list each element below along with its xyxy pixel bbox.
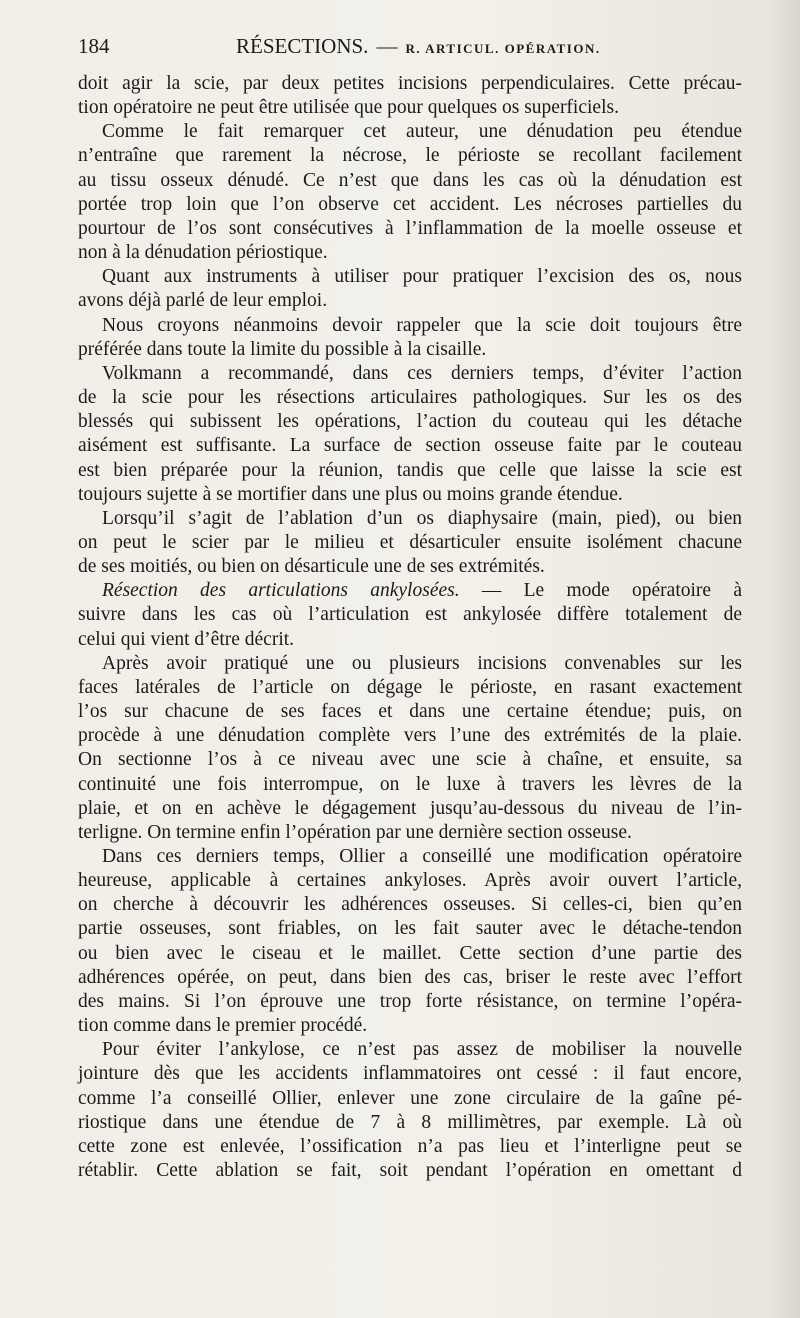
text-line [78,507,742,531]
text-line [78,1087,742,1111]
line-text: Lorsqu’il s’agit de l’ablation d’un os diaphysaire (main, pied), ou bien [102,507,742,529]
line-text: blessés qui subissent les opérations, l’action du couteau qui les détache [78,411,742,433]
text-line [78,410,742,434]
text-line [78,917,742,941]
text-line [78,773,742,797]
line-text: Après avoir pratiqué une ou plusieurs incisions convenables sur les [102,652,742,674]
running-head-separator: — [376,34,398,58]
line-text: riostique dans une étendue de 7 à 8 millimètres, par exemple. Là où [78,1111,742,1133]
text-line [78,1062,742,1086]
paragraph [78,845,742,1038]
page-number: 184 [78,34,110,58]
text-line [78,96,742,120]
line-text: pourtour de l’os sont consécutives à l’inflammation de la moelle osseuse et [78,217,742,239]
line-text: au tissu osseux dénudé. Ce n’est que dans les cas où la dénudation est [78,169,742,191]
text-line [78,1014,742,1038]
text-line [78,144,742,168]
text-line [78,700,742,724]
line-text: jointure dès que les accidents inflammatoires ont cessé : il faut encore, [78,1063,742,1085]
line-text: aisément est suffisante. La surface de section osseuse faite par le couteau [78,435,742,457]
text-line [78,893,742,917]
line-text: préférée dans toute la limite du possible à la cisaille. [78,338,487,360]
text-line [78,459,742,483]
line-text: cette zone est enlevée, l’ossification n’a pas lieu et l’interligne peut se [78,1135,742,1157]
text-line [78,628,742,652]
line-text: terligne. On termine enfin l’opération par une dernière section osseuse. [78,821,632,843]
line-text: adhérences opérée, on peut, dans bien des cas, briser le reste avec l’effort [78,966,742,988]
text-line [78,386,742,410]
text-line [78,338,742,362]
line-text: procède à une dénudation complète vers l’une des extrémités de la plaie. [78,725,742,747]
paragraph [78,314,742,362]
line-text: tion comme dans le premier procédé. [78,1015,368,1037]
text-line [78,966,742,990]
line-text: Nous croyons néanmoins devoir rappeler que la scie doit toujours être [102,314,742,336]
paragraph [78,120,742,265]
text-line [78,169,742,193]
line-text: heureuse, applicable à certaines ankyloses. Après avoir ouvert l’article, [78,870,742,892]
text-line [78,434,742,458]
line-text: partie osseuses, sont friables, on les fait sauter avec le détache-tendon [78,918,742,940]
text-line [78,72,742,96]
line-text: toujours sujette à se mortifier dans une plus ou moins grande étendue. [78,483,623,505]
line-text: on peut le scier par le milieu et désarticuler ensuite isolément chacune [78,531,742,553]
text-line [78,362,742,386]
line-text: l’os sur chacune de ses faces et dans une certaine étendue; puis, on [78,701,742,723]
running-head [236,34,601,59]
text-line [78,869,742,893]
line-text: continuité une fois interrompue, on le luxe à travers les lèvres de la [78,773,742,795]
text-line [78,990,742,1014]
text-line [78,120,742,144]
text-line [78,1111,742,1135]
text-line [78,241,742,265]
text-line [78,289,742,313]
line-text: plaie, et on en achève le dégagement jusqu’au-dessous du niveau de l’in- [78,797,742,819]
line-text: de la scie pour les résections articulaires pathologiques. Sur les os des [78,387,742,409]
line-text: Pour éviter l’ankylose, ce n’est pas assez de mobiliser la nouvelle [102,1039,742,1061]
text-line [78,821,742,845]
text-line [78,1038,742,1062]
line-text: Quant aux instruments à utiliser pour pratiquer l’excision des os, nous [102,266,742,288]
line-text: tion opératoire ne peut être utilisée que pour quelques os superficiels. [78,97,619,119]
line-text: — Le mode opératoire à [459,580,742,602]
text-line [78,724,742,748]
paragraph [78,507,742,579]
text-line [78,555,742,579]
line-text: faces latérales de l’article on dégage le périoste, en rasant exactement [78,676,742,698]
text-line [78,942,742,966]
line-text: On sectionne l’os à ce niveau avec une scie à chaîne, et ensuite, sa [78,749,742,771]
line-text: comme l’a conseillé Ollier, enlever une zone circulaire de la gaîne pé- [78,1087,742,1109]
text-line [78,579,742,603]
line-text: Comme le fait remarquer cet auteur, une dénudation peu étendue [102,121,742,143]
paragraph [78,265,742,313]
text-line [78,193,742,217]
line-text: suivre dans les cas où l’articulation est ankylosée diffère totalement de [78,604,742,626]
text-line [78,1159,742,1183]
line-text: rétablir. Cette ablation se fait, soit pendant l’opération en omettant d [78,1160,742,1182]
text-line [78,314,742,338]
text-line [78,603,742,627]
page-header [78,34,740,64]
line-text: de ses moitiés, ou bien on désarticule une de ses extrémités. [78,556,545,578]
text-line [78,483,742,507]
line-text: des mains. Si l’on éprouve une trop forte résistance, on termine l’opéra- [78,990,742,1012]
line-text: non à la dénudation périostique. [78,242,328,264]
section-heading-italic: Résection des articulations ankylosées. [102,580,460,602]
line-text: on cherche à découvrir les adhérences osseuses. Si celles-ci, bien qu’en [78,894,742,916]
line-text: Dans ces derniers temps, Ollier a conseillé une modification opératoire [102,846,742,867]
line-text: est bien préparée pour la réunion, tandis que celle que laisse la scie est [78,459,742,481]
text-line [78,797,742,821]
text-line [78,1135,742,1159]
line-text: doit agir la scie, par deux petites incisions perpendiculaires. Cette précau- [78,73,742,94]
running-head-subtitle: R. ARTICUL. OPÉRATION. [405,41,601,56]
line-text: n’entraîne que rarement la nécrose, le périoste se recollant facilement [78,145,742,167]
text-line [78,748,742,772]
line-text: ou bien avec le ciseau et le maillet. Cette section d’une partie des [78,942,742,964]
body-text [78,72,742,1183]
paragraph [78,362,742,507]
paragraph [78,579,742,651]
line-text: Volkmann a recommandé, dans ces derniers temps, d’éviter l’action [102,362,742,384]
paragraph [78,652,742,845]
line-text: celui qui vient d’être décrit. [78,628,295,650]
text-line [78,676,742,700]
text-line [78,265,742,289]
paragraph [78,1038,742,1183]
paragraph [78,72,742,120]
text-line [78,845,742,869]
text-line [78,652,742,676]
text-line [78,531,742,555]
running-head-title: RÉSECTIONS. [236,34,369,58]
text-line [78,217,742,241]
line-text: avons déjà parlé de leur emploi. [78,290,328,312]
line-text: portée trop loin que l’on observe cet accident. Les nécroses partielles du [78,193,742,215]
